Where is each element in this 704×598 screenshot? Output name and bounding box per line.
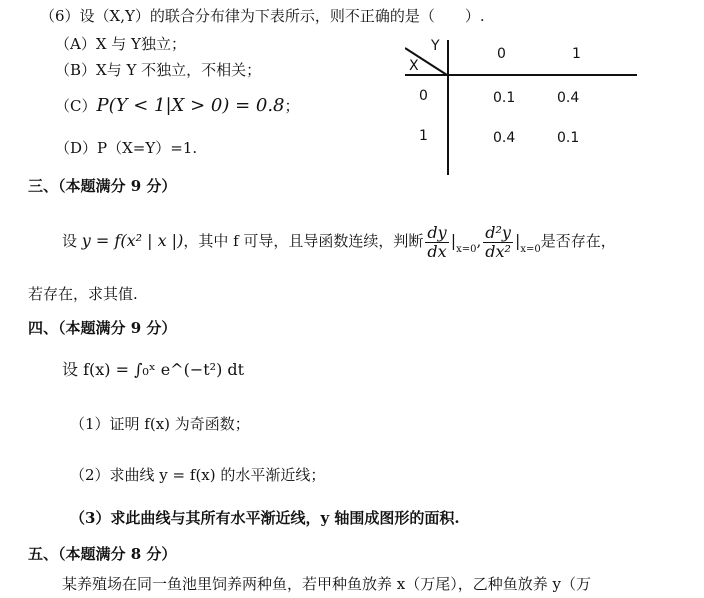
q6-option-c-expr: P(Y < 1|X > 0) = 0.8: [96, 95, 285, 116]
section-4-item-2: （2）求曲线 y = f(x) 的水平渐近线；: [70, 466, 326, 484]
section-3-title: 三、（本题满分 9 分）: [28, 177, 177, 195]
q6-option-a: （A）X 与 Y独立；: [55, 35, 186, 53]
d2-eval-point: x=0: [520, 244, 541, 255]
table-row-label-1: 1: [419, 128, 428, 144]
d1-numerator: dy: [427, 222, 447, 242]
table-cell-0-0: 0.1: [493, 90, 516, 106]
d2-numerator: d²y: [485, 222, 511, 242]
section-4-definition: 设 f(x) = ∫₀ˣ e^(−t²) dt: [62, 360, 245, 379]
section-5-title: 五、（本题满分 8 分）: [28, 545, 177, 563]
q6-option-c-label: （C）: [55, 97, 97, 115]
section-4-title: 四、（本题满分 9 分）: [28, 319, 177, 337]
q6-option-c-end: ；: [284, 97, 300, 115]
d1-eval-point: x=0: [456, 244, 477, 255]
q6-option-c: [55, 96, 300, 116]
q6-option-b: （B）X与 Y 不独立，不相关；: [55, 61, 262, 79]
table-cell-1-0: 0.4: [493, 130, 516, 146]
table-vertical-rule: [447, 40, 449, 175]
table-cell-1-1: 0.1: [557, 130, 580, 146]
s3-func: y = f(x² | x |): [81, 231, 184, 250]
table-col-label-0: 0: [497, 46, 506, 62]
table-horizontal-rule: [405, 74, 637, 76]
table-diagonal: [405, 40, 640, 180]
d1-denominator: dx: [427, 241, 447, 261]
section-5-statement: 某养殖场在同一鱼池里饲养两种鱼，若甲种鱼放养 x（万尾），乙种鱼放养 y（万: [62, 575, 591, 593]
q6-stem: （6）设（X,Y）的联合分布律为下表所示，则不正确的是（ ）.: [40, 7, 485, 25]
s3-pre: 设: [62, 232, 82, 250]
q6-option-d: （D）P（X=Y）=1.: [55, 139, 198, 157]
table-col-header: Y: [431, 38, 440, 54]
section-4-item-3: （3）求此曲线与其所有水平渐近线，y 轴围成图形的面积.: [70, 509, 460, 527]
table-row-label-0: 0: [419, 88, 428, 104]
second-derivative-fraction: [483, 224, 513, 261]
section-3-statement: 设 y = f(x² | x |)，其中 f 可导，且导函数连续，判断 $\frac{dy}{dx}$ $|_{x=0}$, $\frac{\text{d²y}}{\text{dx²}}$ $|_{x=0}$是否存在，: [62, 222, 616, 261]
joint-distribution-table: [405, 40, 640, 180]
section-4-item-1: （1）证明 f(x) 为奇函数；: [70, 415, 250, 433]
s3-end: 是否存在，: [540, 232, 616, 250]
first-derivative-fraction: [425, 224, 448, 261]
d2-denominator: dx²: [485, 241, 511, 261]
s3-mid: ，其中 f 可导，且导函数连续，判断: [183, 232, 424, 250]
table-col-label-1: 1: [572, 46, 581, 62]
table-row-header: X: [409, 58, 419, 74]
table-cell-0-1: 0.4: [557, 90, 580, 106]
section-3-continuation: 若存在，求其值.: [28, 285, 138, 303]
